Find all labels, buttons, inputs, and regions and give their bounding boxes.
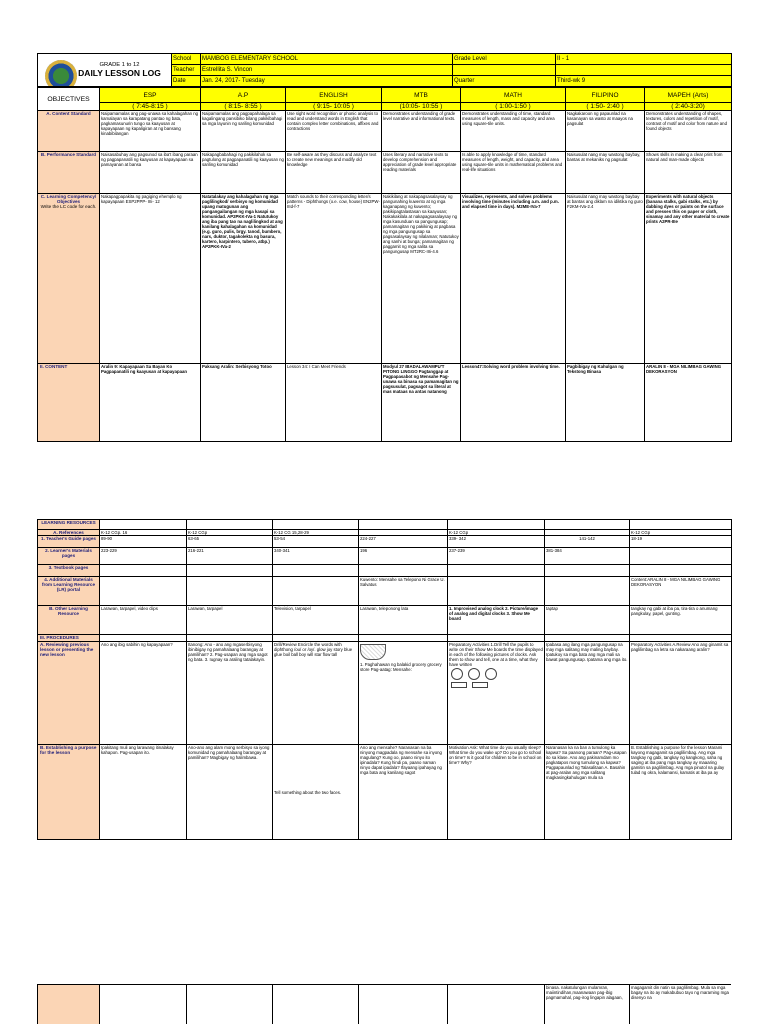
deped-seal-logo bbox=[45, 60, 77, 87]
cell-ap: Larawan, tarpapel bbox=[187, 606, 273, 635]
cell-filipino: binasa. nakatulungan mulamran, maiintindihan,maanawaan pag-ibig pagmamahal, pag-irog lingapin alagaan, bbox=[545, 985, 630, 1024]
empty-cell bbox=[187, 520, 273, 530]
empty-cell bbox=[453, 65, 556, 76]
cell-esp: Naisasabuhay ang pagsunod sa iba't ibang paraan ng pagpapanatili ng kaayusan at kapayapaan sa pamayanan at bansa bbox=[100, 152, 201, 194]
objectives-header: OBJECTIVES bbox=[38, 88, 100, 111]
subject-math: MATH bbox=[461, 88, 566, 103]
cell-mtb: Demonstrates understanding of grade level narrative and informational texts. bbox=[382, 111, 461, 152]
cell-mtb bbox=[359, 985, 448, 1024]
empty-cell bbox=[100, 520, 187, 530]
cell-ap bbox=[187, 985, 273, 1024]
cell-english: Television, tarpapel bbox=[273, 606, 359, 635]
cell-filipino: Pagbibigay ng Kahulgan ng Tekstong Binasa bbox=[566, 364, 645, 442]
subject-english: ENGLISH bbox=[286, 88, 382, 103]
cell-ap bbox=[187, 565, 273, 577]
empty-cell bbox=[630, 635, 732, 642]
row-label-content: II. CONTENT bbox=[38, 364, 100, 442]
cell-filipino bbox=[545, 565, 630, 577]
cell-english bbox=[273, 985, 359, 1024]
cell-english: Be self-aware as they discuss and analyze text to create new meanings and modify old knowledge bbox=[286, 152, 382, 194]
grade-range: GRADE 1 to 12 bbox=[99, 62, 140, 68]
row-label-content-standard: A. Content Standard bbox=[38, 111, 100, 152]
grade-level-value: II - 1 bbox=[556, 54, 732, 65]
cell-esp: Nakapagpapakita ng pagiging ehemplo ng kapayapaan ESP2PPP- IIIi- 12 bbox=[100, 194, 201, 364]
digital-clock-images bbox=[449, 682, 543, 689]
cell-ap: Ano-ano ang alam mong serbisyo sa iyong komunidad ng pamahalaang barangay at pamilihan? Magbigay ng halimbawa. bbox=[187, 745, 273, 840]
date-value: Jan. 24, 2017- Tuesday bbox=[201, 76, 453, 87]
cell-mtb: Uses literary and narrative texts to develop comprehension and appreciation of grade level appropriate reading materials bbox=[382, 152, 461, 194]
cell-esp bbox=[100, 577, 187, 606]
teacher-label: Teacher bbox=[172, 65, 201, 76]
learning-competency-note: Write the LC code for each. bbox=[40, 204, 97, 209]
row-label-continued bbox=[38, 985, 100, 1024]
cell-mtb: Larawan, teleponong lata bbox=[359, 606, 448, 635]
cell-esp: Ano ang ibig sabihin ng kapayapaan? bbox=[100, 642, 187, 745]
cell-english: Tell something about the two faces. bbox=[273, 745, 359, 840]
cell-filipino: taptap bbox=[545, 606, 630, 635]
cell-ap: K-12 CGp bbox=[187, 530, 273, 536]
cell-filipino: Ipabasa ang ilang mga pangungusap na may mga salitang may maling baybay. Ipatukoy sa mga bata ang mga mali sa bawat pangungusap. Ipatama ang mga ito. bbox=[545, 642, 630, 745]
cell-english: K-12 CG 15,28-29 bbox=[273, 530, 359, 536]
cell-mapeh: Demonstrates understanding of shapes, textures, colors and repetition of motif, contrast of motif and color from nature and found objects bbox=[645, 111, 732, 152]
time-esp: ( 7:45-8:15 ) bbox=[100, 103, 201, 111]
cell-ap: Natatalakay ang kahalagahan ng mga paglilingkod/ serbisyo ng komunidad upang matugunan ang pangangailangan ng mga kasapi sa komunidad. AP2PKK-IVa-1 Natutukoy ang iba pang tao na naglilingkod at ang kanilang kahalagahan sa komunidad (e.g. guro, pulis, brgy. tanod, bumbero, nars, duktor, tagakolekta ng basura, kartero, karpintero, tubero, atbp.) AP2PKK-IVa-2 bbox=[201, 194, 286, 364]
cell-esp bbox=[100, 985, 187, 1024]
cell-ap: Naipamamalas ang pagpapahalaga sa kagalingang pansibiko bilang pakikibahagi sa mga layunin ng sariling komunidad bbox=[201, 111, 286, 152]
row-label-establishing-purpose: B. Establishing a purpose for the lesson bbox=[38, 745, 100, 840]
math-review-text: Preparatory Activities 1.Drill Tell the pupils to write on their Show Me boards the time displayed in each of the following pictures of clocks. Ask them to show and tell, one at a time, what they have written bbox=[449, 642, 543, 667]
row-label-teachers-guide: 1. Teacher's Guide pages bbox=[38, 536, 100, 548]
cell-mapeh: ARALIN 8 - MGA NILIMBAG GAWING DEKORASYON bbox=[645, 364, 732, 442]
time-english: ( 9:15- 10:05 ) bbox=[286, 103, 382, 111]
cell-math: 339- 342 bbox=[448, 536, 545, 548]
row-label-learning-competency bbox=[38, 194, 100, 364]
cell-mapeh bbox=[630, 565, 732, 577]
cell-esp: 89-90 bbox=[100, 536, 187, 548]
school-value: MAMBOG ELEMENTARY SCHOOL bbox=[201, 54, 453, 65]
cell-mapeh: Preparatory Activities A.Review Ano ang ginamit sa paglilimbag na letra sa nakaraang aralin? bbox=[630, 642, 732, 745]
row-label-reviewing: A. Reviewing previous lesson or presenting the new lesson bbox=[38, 642, 100, 745]
row-label-other-resources: B. Other Learning Resource bbox=[38, 606, 100, 635]
cell-mapeh: Content:ARALIN 8 - MGA NILIMBAG GAWING DEKORASYON bbox=[630, 577, 732, 606]
cell-math: Lesson47:Solving word problem involving time. bbox=[461, 364, 566, 442]
cell-math bbox=[448, 577, 545, 606]
cell-ap: Paksang Aralin: Serbisyong Totoo bbox=[201, 364, 286, 442]
cell-esp: K-12 CGp. 16 bbox=[100, 530, 187, 536]
cell-math: Visualizes, represents, and solves problems involving time (minutes including a.m. and p.m. and elapsed time in days). M2ME-IVa-7 bbox=[461, 194, 566, 364]
row-label-references: A. References bbox=[38, 530, 100, 536]
grade-level-label: Grade Level bbox=[453, 54, 556, 65]
cell-english: 340-341 bbox=[273, 548, 359, 565]
dll-page-1 bbox=[37, 53, 731, 442]
dll-page-3 bbox=[37, 984, 731, 1024]
cell-mapeh: Shows skills in making a clear print from natural and man-made objects bbox=[645, 152, 732, 194]
title-block bbox=[38, 54, 172, 87]
cell-mapeh: tangkay ng gabi at iba pa, tira-tira o anumang pangkulay, papel, gunting. bbox=[630, 606, 732, 635]
cell-english: Lesson 34: I Can Meet Friends bbox=[286, 364, 382, 442]
cell-esp: Ipakitang muli ang larawang itinalakay kahapon. Pag-usapan ito. bbox=[100, 745, 187, 840]
school-label: School bbox=[172, 54, 201, 65]
cell-mapeh: Experiments with natural objects (banana stalks, gabi stalks, etc.) by dabbing dyes or paints on the surface and presses this on paper or cloth, sinamay and any other material to create prints A2PR-IIIe bbox=[645, 194, 732, 364]
row-label-learners-materials: 2. Learner's Materials pages bbox=[38, 548, 100, 565]
dll-resources-table bbox=[37, 519, 732, 840]
cell-mapeh: 18-19 bbox=[630, 536, 732, 548]
analog-clock-icon bbox=[485, 668, 497, 680]
empty-cell bbox=[630, 520, 732, 530]
empty-cell bbox=[556, 65, 732, 76]
subject-mtb: MTB bbox=[382, 88, 461, 103]
page-title: DAILY LESSON LOG bbox=[78, 68, 161, 78]
cell-english: Use sight word recognition or phonic analysis to read and understand words in English that contain complex letter combinations, affixes and contractions bbox=[286, 111, 382, 152]
subject-ap: A.P bbox=[201, 88, 286, 103]
cell-mtb bbox=[359, 642, 448, 745]
cell-esp: Aralin 9: Kapayapaan Sa Bayan Ko Pagpapanatili ng kaayusan at kapayapaan bbox=[100, 364, 201, 442]
subject-filipino: FILIPINO bbox=[566, 88, 645, 103]
empty-cell bbox=[187, 635, 273, 642]
empty-cell bbox=[359, 520, 448, 530]
cell-mapeh bbox=[630, 548, 732, 565]
cell-ap: Itanong: Ano - ano ang mgaserbisyong ibinibigay ng pamahalaang barangay at pamilihan? 2. Pag-usapan ang mga sagot ng bata. 3. Iugnay sa araling tatalakayin. bbox=[187, 642, 273, 745]
cell-filipino: Nagkakaroon ng papaunlad na kasanayan sa wasto at maayos na pagsulat bbox=[566, 111, 645, 152]
time-ap: ( 8:15- 8:55 ) bbox=[201, 103, 286, 111]
time-math: ( 1:00-1:50 ) bbox=[461, 103, 566, 111]
cell-mtb bbox=[359, 565, 448, 577]
learning-competency-title: C. Learning Competency/ Objectives bbox=[40, 194, 97, 204]
date-label: Date bbox=[172, 76, 201, 87]
cell-esp: Naipamamalas ang pag-unawa sa kahalagahan ng kamalayan sa karapatang pantao ng bata, pagkamasunurin tungo sa kaayusan at kapayapaan ng kapaligiran at ng bansang kinabibilangan bbox=[100, 111, 201, 152]
mtb-review-text: 1. Paghahawan ng balakid grocery grocery store Pag-aatag: Mensahe: bbox=[360, 662, 442, 672]
cell-mtb: Modyul 27 IBADALAWAMPU'T PITONG LINGGO Pagtanggap at Pagpapasabot ng Mensahe Pag-unawa sa binasa sa pamamagitan ng pagsusulat, pagsagot sa literal at mas mataas na antas natanong bbox=[382, 364, 461, 442]
empty-cell bbox=[359, 635, 448, 642]
dll-objectives-table bbox=[37, 87, 732, 442]
cell-filipino: 141-142 bbox=[545, 536, 630, 548]
cell-ap: 63-65 bbox=[187, 536, 273, 548]
row-label-learning-resources: LEARNING RESOURCES bbox=[38, 520, 100, 530]
dll-page-2 bbox=[37, 519, 731, 840]
cell-math: Demonstrates understanding of time, standard measures of length, mass and capacity and area using square-tile units. bbox=[461, 111, 566, 152]
analog-clock-icon bbox=[451, 668, 463, 680]
cell-mapeh: B. Establishing a purpose for the lesson Marami kayong magagamit sa paglilimbag. Ang mga tangkay ng gabi, tangkay ng kangkong, saha ng saging at iba pang mga tangkay ay maaaring gamitin sa paglilimbag. Ang mga pinutol na gulay tulad ng okra, kalamansi, kamatis at iba pa ay bbox=[630, 745, 732, 840]
subject-mapeh: MAPEH (Arts) bbox=[645, 88, 732, 103]
row-label-additional-materials: 4. Additional Materials from Learning Resource (LR) portal bbox=[38, 577, 100, 606]
cell-esp: 223-229 bbox=[100, 548, 187, 565]
cell-math: K-12 CGp bbox=[448, 530, 545, 536]
cell-english bbox=[273, 577, 359, 606]
cell-esp bbox=[100, 565, 187, 577]
cell-ap: Nakapagbabahagi ng pakikilahok sa pagtulong at pagpapanatili ng kaayusan ng sariling komunidad bbox=[201, 152, 286, 194]
cell-math bbox=[448, 642, 545, 745]
cell-english: Match sounds to their corresponding letter/s patterns - Diphthongs (o.e. cow, house) EN2PW-IIId-f-7 bbox=[286, 194, 382, 364]
cell-mtb: Kuwento: Mensahe sa Telepono Ni Grace U. Salvatus bbox=[359, 577, 448, 606]
cell-english bbox=[273, 565, 359, 577]
empty-cell bbox=[273, 520, 359, 530]
empty-cell bbox=[448, 635, 545, 642]
cell-mtb: Ano ang mensahe? Naranasan na ba ninyong magpadala ng mensahe sa inyong magulang? Kung oo, paano ninyo ito ipinadala? Kung hindi pa, paano naman ninyo dapat ipadala? Ifayaang ipahayag ng mga bata ang kanilang sagot bbox=[359, 745, 448, 840]
cell-mtb: 196 bbox=[359, 548, 448, 565]
cell-math bbox=[448, 565, 545, 577]
cell-ap: 216-221 bbox=[187, 548, 273, 565]
row-label-performance-standard: B. Performance Standard bbox=[38, 152, 100, 194]
cell-mtb: 224-227 bbox=[359, 536, 448, 548]
digital-clock-icon bbox=[472, 682, 488, 688]
digital-clock-icon bbox=[451, 682, 467, 688]
cell-filipino: 381-384 bbox=[545, 548, 630, 565]
cell-mapeh: magagamit din natin sa paglilimbag. Mula sa mga bagay na ito ay makabubuo tayo ng maraming mga disenyo na bbox=[630, 985, 732, 1024]
subject-esp: ESP bbox=[100, 88, 201, 103]
cell-ap bbox=[187, 577, 273, 606]
time-mtb: (10:05- 10:55 ) bbox=[382, 103, 461, 111]
cell-mapeh: K-12 CGp bbox=[630, 530, 732, 536]
teacher-value: Estrellita S. Vincon bbox=[201, 65, 453, 76]
row-label-procedures: III. PROCEDURES bbox=[38, 635, 100, 642]
cell-math: 1. Improvised analog clock 2. Picture/image of analog and digital clocks 3. Show Me board bbox=[448, 606, 545, 635]
empty-cell bbox=[100, 635, 187, 642]
analog-clock-icon bbox=[468, 668, 480, 680]
cell-esp: Larawan, tarpapel, video clips bbox=[100, 606, 187, 635]
empty-cell bbox=[545, 635, 630, 642]
empty-cell bbox=[273, 635, 359, 642]
cell-mtb: Nakikilang at nakapagsasalaysay ng pangunahing kuwento at ng mga kaganapang ng kuwento; pakikipagtalastasan sa kaayusan; Nakakakilala at nakapagsasalaysay ng mga kasunduan sa pangungusap; pamamagitan ng pakikinig at pagbasa ng mga pangungusap sa pagsasalaysay ng nilalaman; Natutukoy ang sanhi at bunga; pamamagitan ng paggamit ng mga salita sa pangungusap MT2RC-IIIi-4.6 bbox=[382, 194, 461, 364]
cell-math: Is able to apply knowledge of time, standard measures of length, weight, and capacity, and area using square-tile units in mathematical problems and real-life situations bbox=[461, 152, 566, 194]
row-label-textbook: 3. Textbook pages bbox=[38, 565, 100, 577]
cell-filipino: Naranasan ka na ban a tumulong ka kapwa? Sa paanong paraan? Pag-usapan ito sa klase. Ano ang pakinamdam mo pagkatapos mong tumulong sa kapwa? Pagpapaunlad ng Talasalitaan A. Basahin at pag-aralan ang mga salitang magkasingkahulugan mula sa bbox=[545, 745, 630, 840]
cell-filipino: Naisusulat nang may wastong baybay at bantas ang diklam na idiktika ng guro F2KM-IVa-2.4 bbox=[566, 194, 645, 364]
cell-english: Drill/Review Encircle the words with diphthong /ou/ or /oy/. glow joy story blue glue boil ball boy will star flow tall bbox=[273, 642, 359, 745]
quarter-label: Quarter bbox=[453, 76, 556, 87]
grocery-basket-image bbox=[360, 644, 386, 660]
empty-cell bbox=[448, 520, 545, 530]
cell-filipino bbox=[545, 577, 630, 606]
quarter-value: Third-wk 9 bbox=[556, 76, 732, 87]
time-mapeh: ( 2:40-3:20) bbox=[645, 103, 732, 111]
time-filipino: ( 1:50- 2:40 ) bbox=[566, 103, 645, 111]
cell-filipino: Naisusulat nang may wastong baybay, bantas at mekaniks ng pagsulat bbox=[566, 152, 645, 194]
cell-math bbox=[448, 985, 545, 1024]
empty-cell bbox=[545, 520, 630, 530]
dll-continuation-table bbox=[37, 984, 731, 1024]
dll-header-table bbox=[37, 53, 732, 87]
cell-math: Motivation Ask: What time do you usually sleep? What time do you wake up? Do you go to school on time? Is it good for children to be in school on time? Why? bbox=[448, 745, 545, 840]
cell-math: 237-239 bbox=[448, 548, 545, 565]
clock-images bbox=[449, 667, 543, 682]
cell-english: 53-54 bbox=[273, 536, 359, 548]
